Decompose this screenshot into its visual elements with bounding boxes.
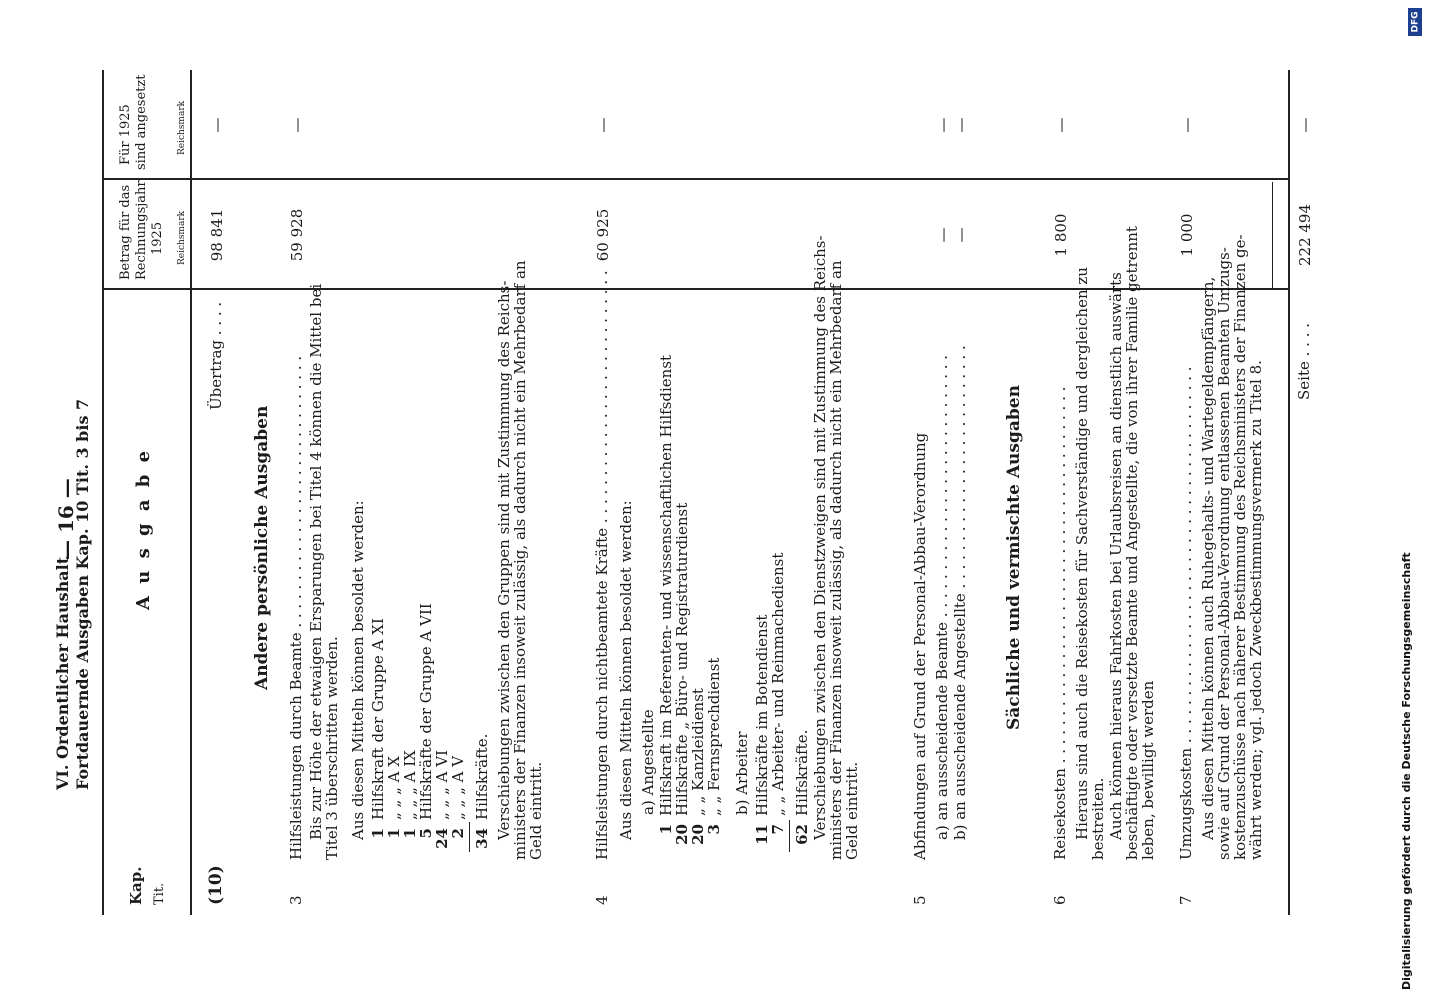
tit4-line-text: „ „ Arbeiter- und Reinmachedienst: [769, 552, 787, 816]
tit3-shift-line-3: Geld eintritt.: [527, 761, 545, 860]
tit4-group-a-heading: a) Angestellte: [639, 709, 657, 815]
tit4-number: 4: [593, 895, 611, 905]
uebertrag-angesetzt: —: [208, 117, 226, 133]
tit7-label: Umzugskosten . . . . . . . . . . . . . . . . . . . . . . . . . . . . . . . . . . . . . . . .: [1177, 366, 1195, 860]
tit5-angesetzt-a: —: [934, 117, 952, 133]
tit3-line-text: „ „ „ A IX: [401, 750, 419, 820]
tit5-item-b: b) an ausscheidende Angestellte . . . . . . . . . . . . . . . . . . . . . . . . . .: [951, 345, 969, 840]
tit4-shift-line-1: Verschiebungen zwischen den Dienstzweigen sind mit Zustimmung des Reichs-: [811, 235, 829, 840]
tit3-intro: Aus diesen Mitteln können besoldet werden:: [349, 500, 367, 840]
tit6-note-line-2: bestreiten.: [1089, 777, 1107, 860]
header-title-bottom: Fortdauernde Ausgaben Kap. 10 Tit. 3 bis 7: [73, 398, 92, 790]
section-heading-personal: Andere persönliche Ausgaben: [252, 405, 272, 690]
table-bottom-rule: [1288, 70, 1290, 915]
tit7-betrag: 1 000: [1178, 213, 1196, 257]
tit3-betrag: 59 928: [288, 208, 306, 262]
tit4-sum-rule: [789, 820, 790, 852]
tit-heading: Tit.: [152, 882, 167, 905]
tit5-number: 5: [911, 895, 929, 905]
tit4-count: 1: [657, 824, 675, 835]
tit4-intro: Aus diesen Mitteln können besoldet werden:: [617, 500, 635, 840]
tit3-angesetzt: —: [288, 117, 306, 133]
tit6-number: 6: [1051, 895, 1069, 905]
betrag-heading-line-2: Rechnungsjahr: [134, 180, 149, 280]
tit7-number: 7: [1177, 895, 1195, 905]
ausgabe-heading: A u s g a b e: [133, 447, 154, 610]
uebertrag-betrag: 98 841: [208, 208, 226, 262]
tit4-line-text: Hilfskräfte „ Büro- und Registraturdienst: [673, 502, 691, 816]
kap-number: (10): [206, 865, 226, 905]
tit3-sum-rule: [469, 822, 470, 852]
tit6-label: Reisekosten . . . . . . . . . . . . . . . . . . . . . . . . . . . . . . . . . . . . . . . .: [1051, 386, 1069, 860]
tit4-line-text: Hilfskräfte im Botendienst: [753, 614, 771, 816]
footer-label: Seite . . . .: [1295, 323, 1313, 400]
tit4-shift-line-2: ministers der Finanzen insoweit zulässig, als dadurch nicht ein Mehrbedarf an: [827, 260, 845, 860]
tit3-total-count: 34: [473, 828, 491, 849]
table-top-rule: [102, 70, 104, 915]
tit3-count: 1: [385, 828, 403, 839]
tit3-line-text: Hilfskräfte der Gruppe A VII: [417, 603, 435, 820]
tit3-count: 5: [417, 828, 435, 839]
tit4-line-text: „ „ Fernsprechdienst: [705, 657, 723, 816]
tit3-line-text: „ „ „ A V: [449, 755, 467, 820]
tit6-note-line-4: beschäftigte oder versetzte Beamte und Angestellte, die von ihrer Familie getrennt: [1123, 226, 1141, 860]
angesetzt-heading-line-1: Für 1925: [118, 104, 133, 165]
tit6-note-line-5: leben, bewilligt werden: [1139, 680, 1157, 860]
tit3-label: Hilfsleistungen durch Beamte . . . . . . . . . . . . . . . . . . . . . . . . . . . . .: [287, 355, 305, 860]
tit5-betrag-b: —: [952, 227, 970, 243]
tit3-total-text: Hilfskräfte.: [473, 733, 491, 820]
tit3-count: 1: [401, 828, 419, 839]
tit3-count: 1: [369, 828, 387, 839]
tit4-group-b-heading: b) Arbeiter: [733, 731, 751, 815]
tit7-note-line-1: Aus diesen Mitteln können auch Ruhegehalts- und Wartegeldempfängern,: [1199, 276, 1217, 840]
tit6-note-line-1: Hieraus sind auch die Reisekosten für Sachverständige und dergleichen zu: [1073, 267, 1091, 840]
tit4-count: 20: [673, 824, 691, 845]
tit5-label: Abfindungen auf Grund der Personal-Abbau-Verordnung: [911, 432, 929, 860]
header-title-top: VI. Ordentlicher Haushalt: [53, 556, 72, 790]
tit3-shift-line-1: Verschiebungen zwischen den Gruppen sind mit Zustimmung des Reichs-: [495, 280, 513, 840]
betrag-heading-line-3: 1925: [150, 221, 165, 255]
uebertrag-label: Übertrag . . . .: [207, 301, 225, 410]
sum-rule: [1272, 182, 1273, 288]
tit5-angesetzt-b: —: [952, 117, 970, 133]
tit5-item-a: a) an ausscheidende Beamte . . . . . . . . . . . . . . . . . . . . . . . . . . . .: [933, 354, 951, 840]
tit4-count: 20: [689, 824, 707, 845]
tit4-label: Hilfsleistungen durch nichtbeamtete Kräfte . . . . . . . . . . . . . . . . . . . . . . . . . . .: [593, 270, 611, 860]
tit5-betrag-a: —: [934, 227, 952, 243]
angesetzt-heading-line-2: sind angesetzt: [134, 74, 149, 170]
table-header-rule: [190, 70, 192, 915]
tit4-count: 7: [769, 824, 787, 835]
tit3-count: 24: [433, 828, 451, 849]
tit4-line-text: „ „ Kanzleidienst: [689, 688, 707, 816]
tit6-note-line-3: Auch können hieraus Fahrkosten bei Urlaubsreisen an dienstlich auswärts: [1107, 272, 1125, 840]
tit7-angesetzt: —: [1178, 117, 1196, 133]
tit4-betrag: 60 925: [594, 208, 612, 262]
tit3-line-text: „ „ „ A X: [385, 756, 403, 820]
tit3-number: 3: [287, 895, 305, 905]
dfg-logo: [1408, 8, 1422, 36]
betrag-heading-line-1: Betrag für das: [118, 184, 133, 280]
tit4-shift-line-3: Geld eintritt.: [843, 761, 861, 860]
betrag-unit: Reichsmark: [177, 210, 187, 265]
tit7-note-line-3: kostenzuschüsse nach näherer Bestimmung des Reichsministers der Finanzen ge-: [1231, 234, 1249, 860]
tit3-shift-line-2: ministers der Finanzen insoweit zulässig, als dadurch nicht ein Mehrbedarf an: [511, 260, 529, 860]
tit4-count: 11: [753, 824, 771, 845]
tit3-line-text: Hilfskraft der Gruppe A XI: [369, 618, 387, 820]
tit3-note-line-2: Titel 3 überschritten werden.: [323, 636, 341, 860]
tit6-angesetzt: —: [1052, 117, 1070, 133]
angesetzt-unit: Reichsmark: [177, 100, 187, 155]
digitization-credit-strip: [1394, 0, 1434, 1000]
tit4-angesetzt: —: [594, 117, 612, 133]
tit4-total-count: 62: [793, 824, 811, 845]
angesetzt-column-rule: [102, 178, 1288, 180]
footer-betrag: 222 494: [1296, 203, 1314, 267]
tit4-line-text: Hilfskraft im Referenten- und wissenschaftlichen Hilfsdienst: [657, 354, 675, 816]
footer-angesetzt: —: [1296, 117, 1314, 133]
page-number: — 16 —: [54, 478, 78, 560]
tit3-count: 2: [449, 828, 467, 839]
section-heading-material: Sächliche und vermischte Ausgaben: [1004, 385, 1024, 730]
digitization-credit: Digitalisierung gefördert durch die Deutsche Forschungsgemeinschaft: [1400, 552, 1413, 990]
tit7-note-line-4: währt werden; vgl. jedoch Zweckbestimmungsvermerk zu Titel 8.: [1247, 360, 1265, 860]
kap-heading: Kap.: [127, 866, 145, 905]
tit3-note-line-1: Bis zur Höhe der etwaigen Ersparungen bei Titel 4 können die Mittel bei: [307, 283, 325, 840]
tit7-note-line-2: sowie auf Grund der Personal-Abbau-Verordnung entlassenen Beamten Umzugs-: [1215, 247, 1233, 860]
tit6-betrag: 1 800: [1052, 213, 1070, 257]
tit3-line-text: „ „ „ A VI: [433, 750, 451, 820]
tit4-count: 3: [705, 824, 723, 835]
dfg-logo-text: DFG: [1410, 11, 1421, 33]
tit4-total-text: Hilfskräfte.: [793, 729, 811, 816]
